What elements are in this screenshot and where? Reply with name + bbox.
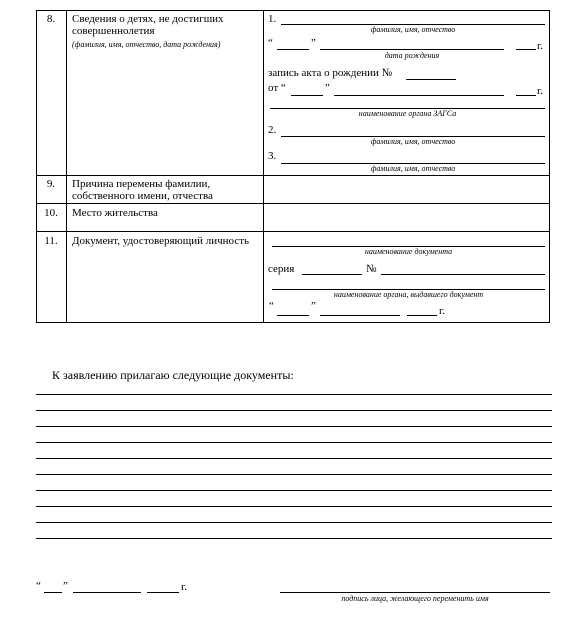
- table-border-right: [549, 10, 550, 322]
- quote-open: “: [268, 37, 273, 49]
- table-border-top: [36, 10, 550, 11]
- field-caption: наименование органа ЗАГСа: [358, 109, 457, 118]
- attachment-line[interactable]: [36, 506, 552, 507]
- row-number: 10.: [44, 207, 58, 219]
- attachment-line[interactable]: [36, 538, 552, 539]
- field-caption: наименование органа, выдавшего документ: [333, 290, 484, 299]
- field-caption: фамилия, имя, отчество: [370, 137, 456, 146]
- footer-year-field[interactable]: [147, 592, 179, 593]
- footer-month-field[interactable]: [73, 592, 141, 593]
- table-row-divider-10: [36, 231, 550, 232]
- child-2-number: 2.: [268, 124, 277, 136]
- row-number: 9.: [46, 178, 56, 190]
- quote-close: ”: [311, 300, 316, 312]
- document-day-field[interactable]: [277, 315, 309, 316]
- series-label: серия: [268, 263, 295, 275]
- number-label: №: [366, 263, 377, 275]
- quote-open: “: [36, 580, 41, 592]
- attachment-line[interactable]: [36, 442, 552, 443]
- field-caption: фамилия, имя, отчество: [370, 164, 456, 173]
- row-label: собственного имени, отчества: [72, 190, 213, 202]
- attachment-line[interactable]: [36, 522, 552, 523]
- row-label: Сведения о детях, не достигших: [72, 13, 224, 25]
- row-label-hint: (фамилия, имя, отчество, дата рождения): [72, 40, 221, 49]
- year-suffix: г.: [181, 581, 188, 593]
- document-month-field[interactable]: [320, 315, 400, 316]
- year-suffix: г.: [537, 85, 544, 97]
- table-col-divider-2: [263, 10, 264, 322]
- document-year-field[interactable]: [407, 315, 437, 316]
- record-label: запись акта о рождении №: [268, 67, 393, 79]
- attachment-line[interactable]: [36, 490, 552, 491]
- row-label: совершеннолетия: [72, 25, 155, 37]
- year-suffix: г.: [537, 40, 544, 52]
- document-series-field[interactable]: [302, 274, 362, 275]
- record-number-field[interactable]: [406, 79, 456, 80]
- quote-close: ”: [325, 82, 330, 94]
- signature-caption: подпись лица, желающего переменить имя: [341, 594, 489, 603]
- row-number: 8.: [46, 13, 56, 25]
- row-label: Причина перемены фамилии,: [72, 178, 211, 190]
- child-1-day-field[interactable]: [277, 49, 309, 50]
- child-1-month-field[interactable]: [320, 49, 504, 50]
- child-1-year-field[interactable]: [516, 49, 536, 50]
- row-label: Место жительства: [72, 207, 158, 219]
- row-label: Документ, удостоверяющий личность: [72, 235, 250, 247]
- quote-close: ”: [63, 580, 68, 592]
- row-number: 11.: [44, 235, 58, 247]
- field-caption: наименование документа: [364, 247, 453, 256]
- child-1-number: 1.: [268, 13, 277, 25]
- attachments-heading: К заявлению прилагаю следующие документы:: [52, 368, 294, 382]
- field-caption: фамилия, имя, отчество: [370, 25, 456, 34]
- quote-close: ”: [311, 37, 316, 49]
- from-label: от “: [268, 82, 286, 94]
- field-caption: дата рождения: [384, 51, 440, 60]
- child-3-number: 3.: [268, 150, 277, 162]
- attachment-line[interactable]: [36, 394, 552, 395]
- document-number-field[interactable]: [381, 274, 545, 275]
- record-year-field[interactable]: [516, 95, 536, 96]
- record-month-field[interactable]: [334, 95, 504, 96]
- table-border-left: [36, 10, 37, 322]
- quote-open: “: [269, 300, 274, 312]
- signature-field[interactable]: [280, 592, 550, 593]
- reason-field[interactable]: [264, 176, 549, 203]
- record-day-field[interactable]: [291, 95, 323, 96]
- attachment-line[interactable]: [36, 426, 552, 427]
- attachment-line[interactable]: [36, 458, 552, 459]
- attachment-line[interactable]: [36, 474, 552, 475]
- footer-day-field[interactable]: [44, 592, 62, 593]
- residence-field[interactable]: [264, 204, 549, 231]
- attachment-line[interactable]: [36, 410, 552, 411]
- year-suffix: г.: [439, 305, 446, 317]
- table-col-divider-1: [66, 10, 67, 322]
- table-border-bottom: [36, 322, 550, 323]
